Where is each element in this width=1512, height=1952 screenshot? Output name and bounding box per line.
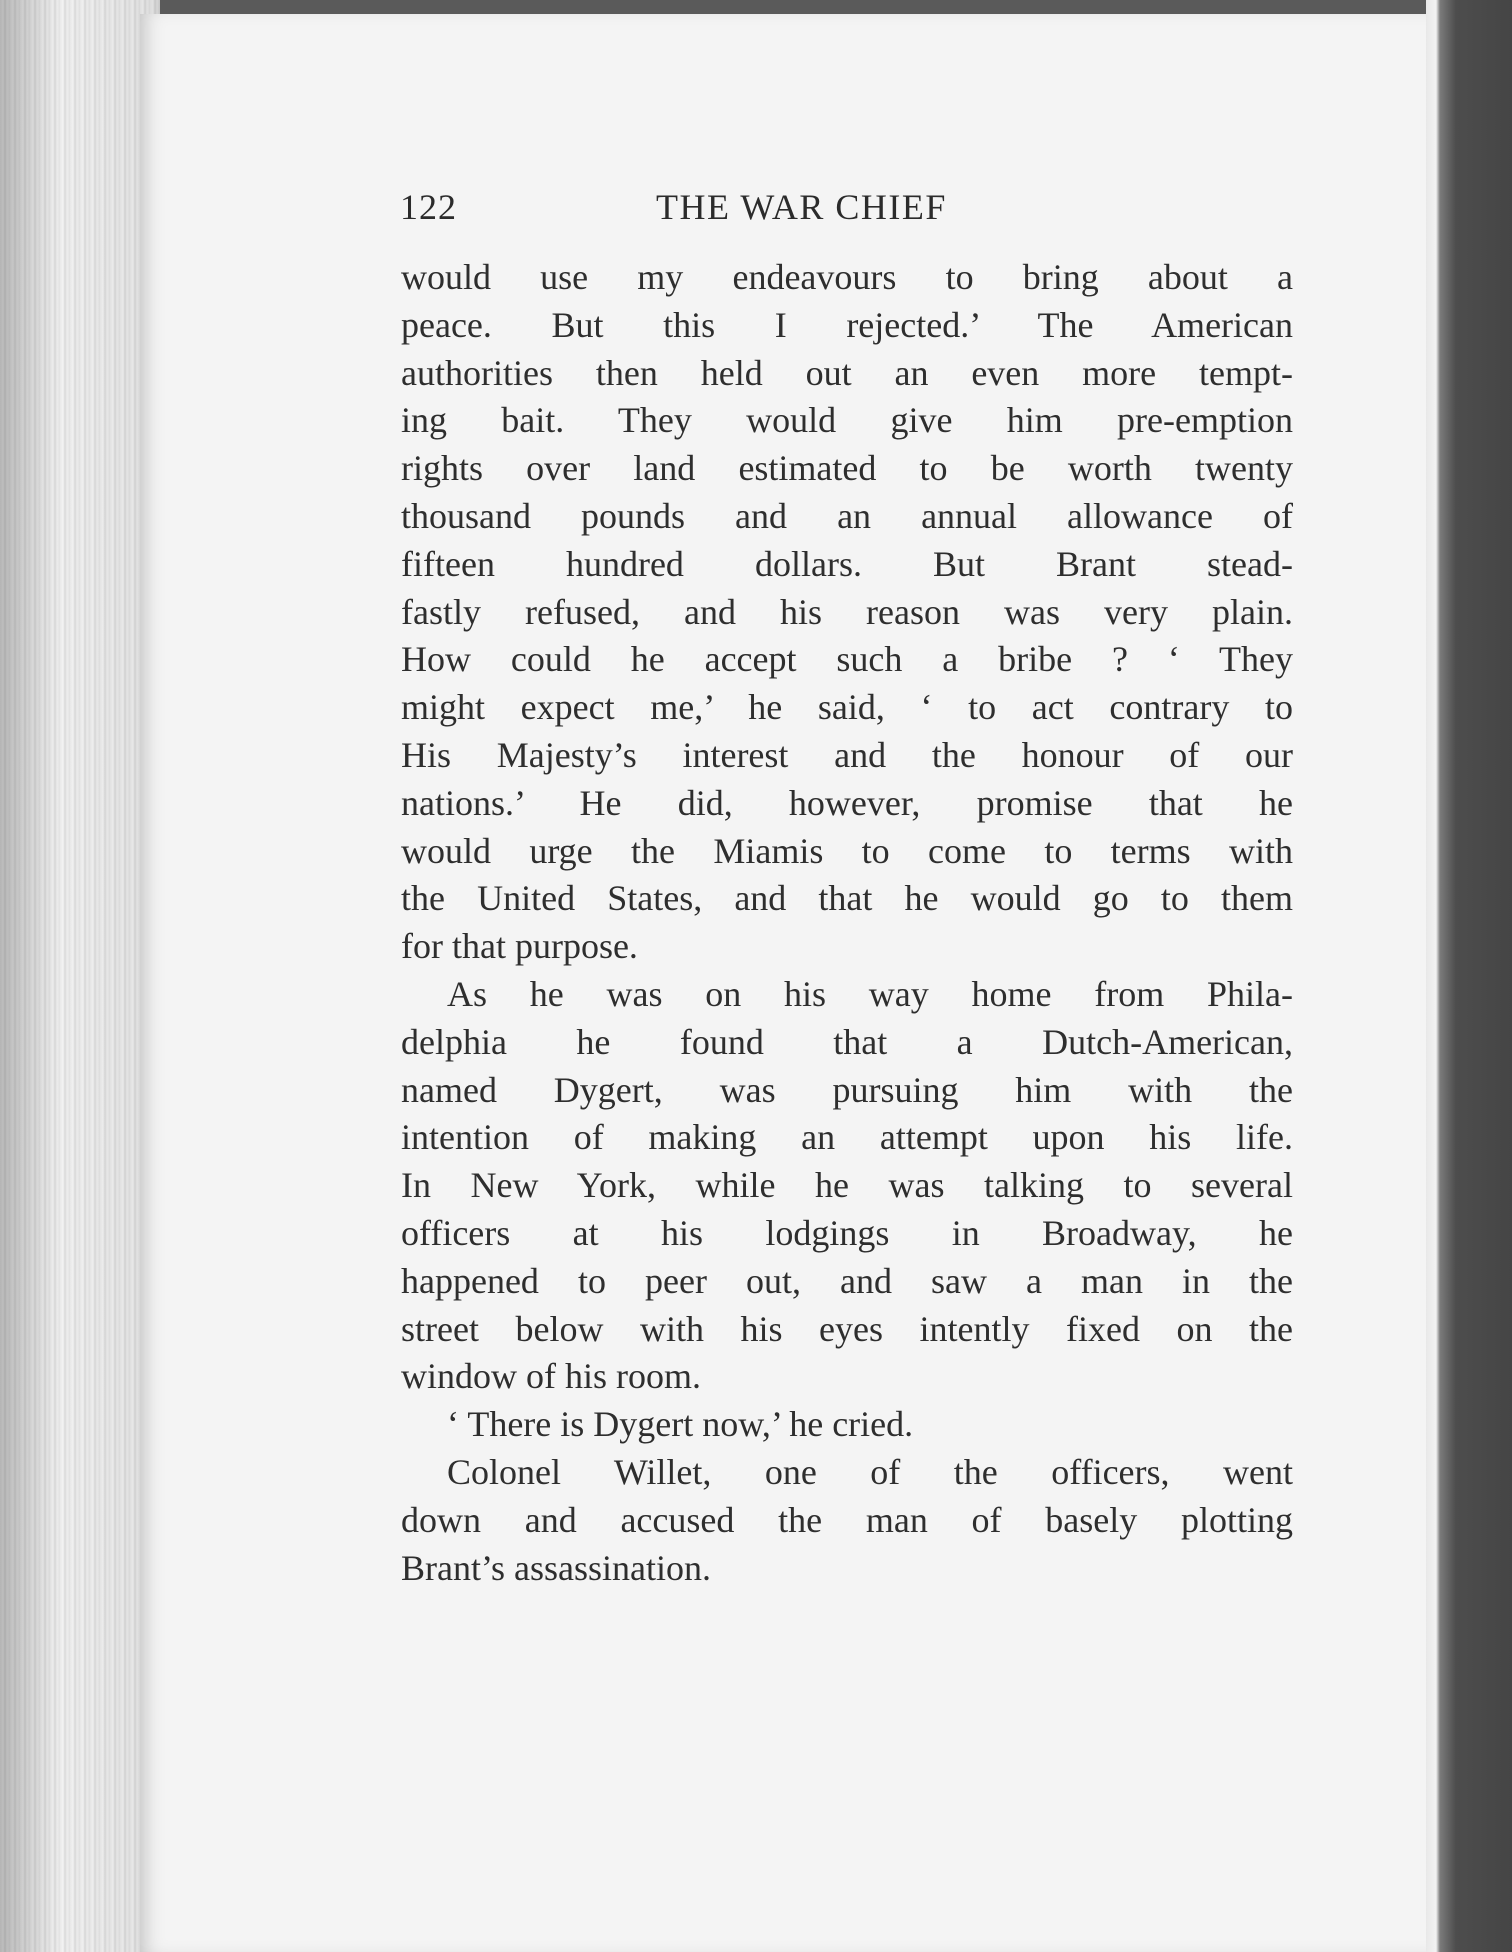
text-line: How could he accept such a bribe ? ‘ They (401, 639, 1293, 680)
text-line: nations.’ He did, however, promise that he (401, 782, 1293, 823)
paragraph (401, 971, 1293, 1401)
paragraph (401, 1449, 1293, 1592)
text-line: for that purpose. (401, 926, 638, 967)
text-line: street below with his eyes intently fixed on the (401, 1308, 1293, 1349)
text-line: delphia he found that a Dutch-American, (401, 1021, 1293, 1062)
paragraph (401, 1401, 1293, 1449)
paragraph (401, 254, 1293, 971)
body-text (401, 254, 1293, 1592)
text-line: ‘ There is Dygert now,’ he cried. (447, 1404, 914, 1445)
text-line: Brant’s assassination. (401, 1547, 711, 1588)
text-line: the United States, and that he would go to them (401, 878, 1293, 919)
text-line: Colonel Willet, one of the officers, went (447, 1451, 1293, 1492)
text-line: peace. But this I rejected.’ The American (401, 304, 1293, 345)
scan-top-border (0, 0, 1512, 14)
text-line: would use my endeavours to bring about a (401, 257, 1293, 297)
text-line: fastly refused, and his reason was very plain. (401, 591, 1293, 632)
running-title: THE WAR CHIEF (656, 187, 947, 227)
text-line: thousand pounds and an annual allowance of (401, 495, 1293, 536)
text-line: ing bait. They would give him pre-emption (401, 400, 1293, 441)
running-header (400, 182, 1290, 232)
book-cover-edge (1426, 0, 1512, 1952)
text-line: down and accused the man of basely plotting (401, 1499, 1293, 1540)
page-stack-edge (0, 0, 160, 1952)
page-number: 122 (400, 187, 457, 227)
text-line: window of his room. (401, 1356, 701, 1397)
text-line: fifteen hundred dollars. But Brant stead- (401, 543, 1293, 584)
text-line: His Majesty’s interest and the honour of our (401, 734, 1293, 775)
text-line: named Dygert, was pursuing him with the (401, 1069, 1293, 1110)
text-line: intention of making an attempt upon his life. (401, 1117, 1293, 1158)
text-line: might expect me,’ he said, ‘ to act contrary to (401, 687, 1293, 728)
text-line: officers at his lodgings in Broadway, he (401, 1212, 1293, 1253)
text-line: rights over land estimated to be worth twenty (401, 448, 1293, 489)
text-line: happened to peer out, and saw a man in the (401, 1260, 1293, 1301)
text-line: As he was on his way home from Phila- (447, 973, 1293, 1014)
text-line: In New York, while he was talking to several (401, 1165, 1293, 1206)
text-line: would urge the Miamis to come to terms with (401, 830, 1293, 871)
text-line: authorities then held out an even more tempt- (401, 352, 1293, 393)
